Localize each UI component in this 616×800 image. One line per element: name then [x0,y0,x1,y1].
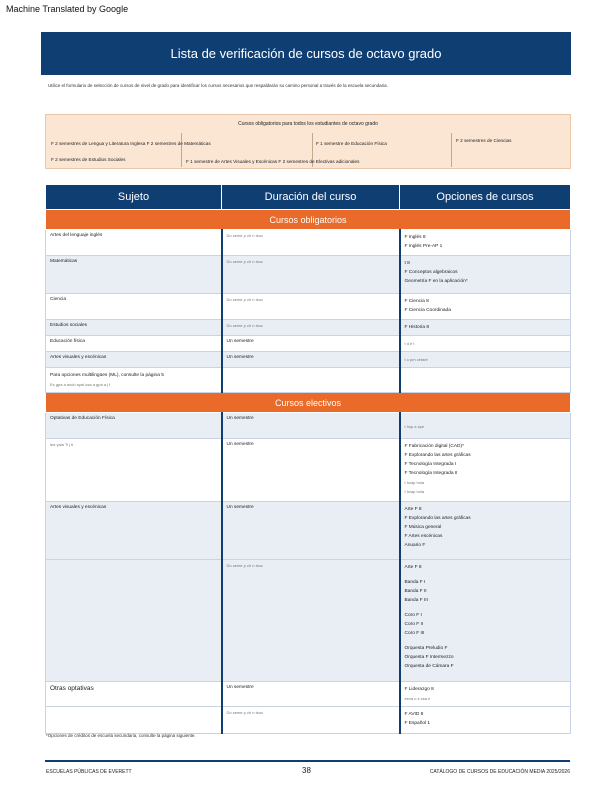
options-cell [400,320,571,336]
subject-cell: lea yala Ti j ti [46,439,222,502]
option-item[interactable]: F Historia 8 [404,325,430,330]
section-electives: Cursos electivos [46,393,571,413]
duration-cell: Do seme p ch n tsoc [222,707,400,734]
duration-cell: Un semestre [222,352,400,368]
header-subject: Sujeto [46,185,222,210]
duration-cell: Do seme p ch n tsoc [222,256,400,294]
option-item[interactable]: F Tecnología Integrada I [404,462,457,467]
duration-cell: Un semestre [222,413,400,439]
options-cell [400,336,571,352]
subject-cell: Otras optativas [46,682,222,707]
options-cell [400,682,571,707]
ml-note-sub: Es gpa a acub ayal usa a gpa a j f [50,382,111,387]
required-item: F 2 semestres de Lengua y Literatura Inglesa F 2 semestres de Matemáticas [51,141,211,146]
option-item[interactable]: F Conceptos algebraicos [404,270,458,275]
subject-cell: Matemáticas [46,256,222,294]
options-cell [400,502,571,560]
footer-left: ESCUELAS PÚBLICAS DE EVERETT [46,769,132,775]
subject-cell [46,368,222,393]
divider [181,133,182,167]
footer-rule [45,760,570,762]
header-duration: Duración del curso [222,185,400,210]
option-item[interactable]: F Explorando las artes gráficas [404,516,471,521]
subject-cell: Artes del lenguaje inglés [46,230,222,256]
option-item[interactable]: Coro F I [404,613,422,618]
options-cell [400,560,571,682]
duration-cell [222,368,400,393]
divider [451,133,452,167]
subject-cell [46,560,222,682]
option-item[interactable]: F AVID 8 [404,712,424,717]
subject-cell: Educación física [46,336,222,352]
footnote: *Opciones de créditos de escuela secundaria, consulte la página siguiente. [46,733,196,738]
duration-cell: Do seme p ch n tsoc [222,294,400,320]
subject-cell: Optativas de Educación Física [46,413,222,439]
footer-right: CATÁLOGO DE CURSOS DE EDUCACIÓN MEDIA 2025/2026 [429,769,570,775]
option-item[interactable]: t hcap hola [404,480,425,485]
option-item[interactable]: F Inglés Pre-AP 1 [404,244,443,249]
option-item[interactable]: F Ciencia 8 [404,299,429,304]
option-item[interactable]: t hcap hola [404,489,425,494]
duration-cell: Un semestre [222,502,400,560]
page-number: 38 [302,766,311,775]
option-item[interactable]: Arte F 8 [404,507,422,512]
duration-cell: Do seme p ch n tsoc [222,320,400,336]
option-item[interactable]: Orquesta Preludio F [404,646,448,651]
option-item[interactable]: Geometría F en la aplicación* [404,279,468,284]
subject-cell: Estudios sociales [46,320,222,336]
required-box-title: Cursos obligatorios para todos los estudiantes de octavo grado [238,121,378,127]
required-item: F 1 semestre de Artes Visuales y Escénicas F 2 semestres de Electivas adicionales [186,159,360,164]
options-cell [400,707,571,734]
duration-cell: Un semestre [222,439,400,502]
option-item[interactable]: F Español 1 [404,721,431,726]
course-checklist-table [45,184,571,734]
option-item[interactable]: F Música general [404,525,442,530]
option-item[interactable]: Banda F I [404,580,426,585]
option-item[interactable]: éexa o s csa e [404,696,431,701]
options-cell [400,439,571,502]
duration-cell: Do seme p ch n tsoc [222,560,400,682]
option-item[interactable]: Anuario F [404,543,426,548]
duration-cell: Un semestre [222,336,400,352]
option-item[interactable]: F Fabricación digital (CAD)* [404,444,464,449]
option-item[interactable]: F Liderazgo 8 [404,687,434,692]
option-item[interactable]: Orquesta de Cámara F [404,664,454,669]
option-item[interactable]: t d é t [404,341,415,346]
ml-note: Para opciones multilingües (ML), consulte la página 5 [50,373,164,378]
options-cell [400,294,571,320]
subject-cell: Ciencia [46,294,222,320]
required-courses-box [45,114,571,169]
option-item[interactable]: Arte F 8 [404,565,422,570]
subject-cell: Artes visuales y escénicas [46,352,222,368]
subject-cell [46,707,222,734]
option-item[interactable]: Coro F II [404,622,424,627]
machine-translated-note: Machine Translated by Google [6,4,129,14]
option-item[interactable]: F Inglés 8 [404,235,426,240]
option-item[interactable]: F Explorando las artes gráficas [404,453,471,458]
duration-cell: Un semestre [222,682,400,707]
options-cell [400,256,571,294]
header-options: Opciones de cursos [400,185,571,210]
subject-cell: Artes visuales y escénicas [46,502,222,560]
option-item[interactable]: t hsp a spe [404,424,425,429]
required-item: F 1 semestre de Educación Física [316,141,387,146]
option-item[interactable]: Banda F III [404,598,428,603]
intro-text: Utilice el formulario de selección de cursos de nivel de grado para identificar los cursos necesarios que respaldarán su camino personal a través de la escuela secundaria. [48,83,388,88]
option-item[interactable]: Banda F II [404,589,427,594]
required-item: F 2 semestres de Ciencias [456,138,512,143]
page-title: Lista de verificación de cursos de octavo grado [41,32,571,75]
duration-cell: Do seme p ch n tsoc [222,230,400,256]
options-cell [400,230,571,256]
option-item[interactable]: F Artes escénicas [404,534,443,539]
section-mandatory: Cursos obligatorios [46,210,571,230]
option-item[interactable]: F Ciencia Coordinada [404,308,451,313]
option-item[interactable]: Orquesta F Intermezzo [404,655,454,660]
option-item[interactable]: t o pm cetaré [404,357,428,362]
options-cell [400,368,571,393]
options-cell [400,413,571,439]
option-item[interactable]: Coro F III [404,631,425,636]
option-item[interactable]: F Tecnología Integrada II [404,471,458,476]
options-cell [400,352,571,368]
option-item[interactable]: t 8 [404,261,410,266]
required-item: F 2 semestres de Estudios Sociales [51,157,126,162]
